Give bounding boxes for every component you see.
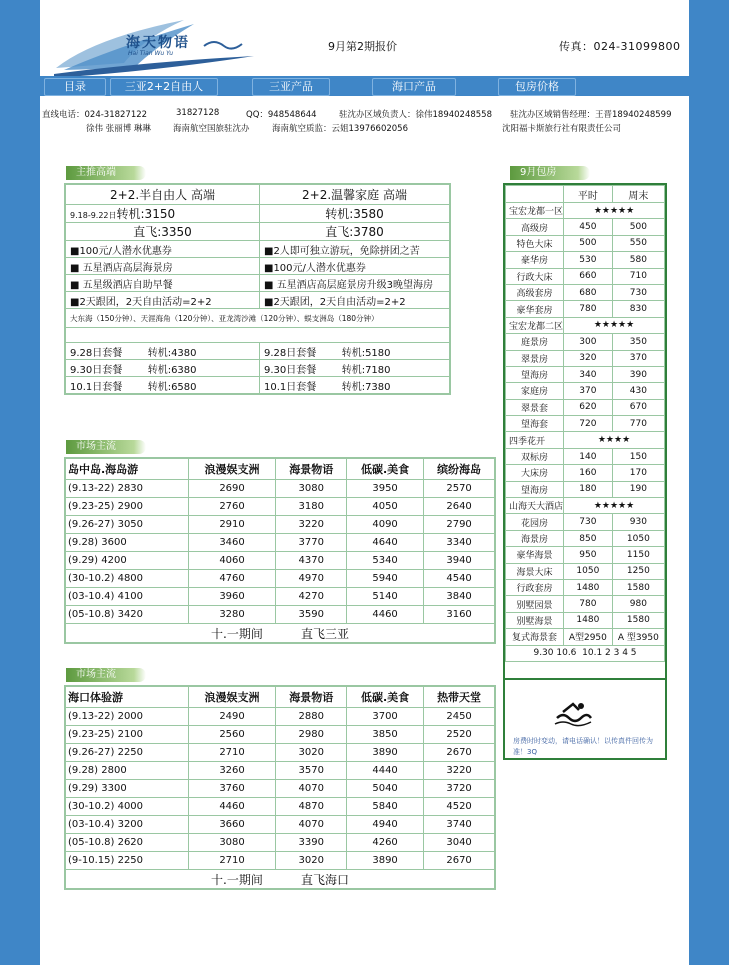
weekday-price: 340 [564,366,613,382]
room-row [506,563,665,579]
quality-supervisor: 海南航空质监：云姐13976602056 [272,124,408,134]
left-date-range: 9.18-9.22日 [70,211,117,220]
room-row [506,448,665,464]
room-row [506,235,665,251]
price-cell: 2670 [424,852,495,870]
right-feature: ■100元/人潜水优惠券 [260,258,451,275]
price-sheet-page [40,0,689,965]
room-type: 豪华房 [506,252,564,268]
nav-sanya-products[interactable]: 三亚产品 [252,78,330,96]
room-type: 庭景房 [506,334,564,350]
price-cell: 2910 [188,516,276,534]
price-cell: 4060 [188,552,276,570]
price-cell: 5940 [347,570,424,588]
room-row [506,252,665,268]
room-row [506,383,665,399]
fax-number: 传真：024-31099800 [559,40,681,53]
weekend-price: 670 [612,399,664,415]
itinerary-text: 大东海（150分钟）、天涯海角（120分钟）、亚龙湾沙滩（120分钟）、蜈支洲岛（180分钟） [65,309,450,328]
room-type: 行政大床 [506,268,564,284]
weekend-price: 770 [612,416,664,432]
price-cell: 2450 [424,708,495,726]
featured-right-transfer: 转机:3580 [260,205,451,223]
sales-manager: 驻沈办区域销售经理：王晋18940248599 [510,110,672,120]
hotel-stars: ★★★★★ [564,498,665,514]
weekday-price: 180 [564,481,613,497]
price-cell: 2560 [188,726,276,744]
weekend-price: 1050 [612,530,664,546]
weekend-price: 350 [612,334,664,350]
room-row [506,465,665,481]
price-cell: 2640 [424,498,495,516]
table-row [65,816,495,834]
table-row [65,480,495,498]
room-type: 别墅园景 [506,596,564,612]
room-row [506,514,665,530]
room-type: 高级房 [506,219,564,235]
weekday-price: 1480 [564,579,613,595]
room-type: 海景房 [506,530,564,546]
weekday-price: 160 [564,465,613,481]
table-row [65,726,495,744]
left-package [65,377,260,395]
price-cell: 3720 [424,780,495,798]
market-sanya-table [64,457,496,644]
price-cell: 4460 [347,606,424,624]
weekend-header: 周末 [612,186,664,203]
date-base-price: (9.28) 3600 [65,534,188,552]
weekend-price: 930 [612,514,664,530]
featured-left-direct: 直飞:3350 [65,223,260,241]
room-row [506,530,665,546]
table-row [65,570,495,588]
weekday-price: 500 [564,235,613,251]
table-row [65,552,495,570]
price-cell: 2710 [188,744,276,762]
price-cell: 4520 [424,798,495,816]
price-cell: 3280 [188,606,276,624]
weekend-price: 430 [612,383,664,399]
weekend-price: 370 [612,350,664,366]
price-cell: 3590 [276,606,347,624]
price-cell: 4440 [347,762,424,780]
price-cell: 2490 [188,708,276,726]
market-haikou-tag: 市场主流 [66,668,146,682]
table-row [65,516,495,534]
room-row [506,350,665,366]
price-cell: 4760 [188,570,276,588]
right-package [260,360,451,377]
left-package [65,360,260,377]
price-cell: 3020 [276,744,347,762]
price-cell: 2760 [188,498,276,516]
price-cell: 3220 [276,516,347,534]
date-base-price: (9.23-25) 2900 [65,498,188,516]
package-price: 转机:6580 [147,381,197,393]
duplex-price: A型2950 [564,629,613,645]
package-price: 转机:6380 [147,364,197,376]
price-cell: 4870 [276,798,347,816]
price-cell: 3160 [424,606,495,624]
date-base-price: (03-10.4) 4100 [65,588,188,606]
price-cell: 4970 [276,570,347,588]
nav-catalog[interactable]: 目录 [44,78,106,96]
room-row [506,399,665,415]
featured-right-direct: 直飞:3780 [260,223,451,241]
office-name: 海南航空国旅驻沈办 [173,124,250,134]
column-header: 热带天堂 [424,686,495,708]
left-feature: ■ 五星级酒店自助早餐 [65,275,260,292]
price-cell: 3460 [188,534,276,552]
weekday-price: 780 [564,301,613,317]
date-base-price: (9.29) 4200 [65,552,188,570]
right-package [260,343,451,360]
nav-sanya-2plus2[interactable]: 三亚2+2自由人 [110,78,218,96]
corner-cell [506,186,564,203]
weekend-price: 1580 [612,579,664,595]
holiday-dates: 9.30 10.6 10.1 2 3 4 5 [506,645,665,661]
date-base-price: (05-10.8) 2620 [65,834,188,852]
nav-haikou-products[interactable]: 海口产品 [372,78,456,96]
left-feature: ■ 五星酒店高层海景房 [65,258,260,275]
table-row [65,708,495,726]
weekday-price: 850 [564,530,613,546]
date-base-price: (05-10.8) 3420 [65,606,188,624]
qq-number: QQ：948548644 [246,110,317,120]
price-cell: 3890 [347,744,424,762]
left-feature: ■100元/人潜水优惠券 [65,241,260,258]
price-cell: 4940 [347,816,424,834]
price-cell: 3080 [276,480,347,498]
featured-left-title: 2+2.半自由人 高端 [65,184,260,205]
package-date: 9.28日套餐 [264,347,317,359]
price-cell: 2710 [188,852,276,870]
logo-text: 海天物语 [126,35,190,51]
table-row [65,498,495,516]
weekday-price: 780 [564,596,613,612]
room-type: 复式海景套 [506,629,564,645]
room-type: 花园房 [506,514,564,530]
price-cell: 3390 [276,834,347,852]
weekday-price: 680 [564,284,613,300]
table-row [65,588,495,606]
price-cell: 3850 [347,726,424,744]
featured-left-transfer [65,205,260,223]
room-row [506,416,665,432]
weekend-price: 390 [612,366,664,382]
weekend-price: 580 [612,252,664,268]
table-row [65,534,495,552]
price-cell: 4260 [347,834,424,852]
weekday-header: 平时 [564,186,613,203]
room-type: 行政套房 [506,579,564,595]
nav-room-prices[interactable]: 包房价格 [498,78,576,96]
hotel-row [506,432,665,448]
hotel-stars: ★★★★★ [564,203,665,219]
price-cell: 3760 [188,780,276,798]
room-type: 望海房 [506,366,564,382]
regional-manager: 驻沈办区域负责人：徐伟18940248558 [339,110,492,120]
left-border-bar [0,0,40,965]
price-cell: 3770 [276,534,347,552]
price-cell: 3660 [188,816,276,834]
column-header: 低碳.美食 [347,458,424,480]
left-package [65,343,260,360]
weekday-price: 950 [564,547,613,563]
weekday-price: 300 [564,334,613,350]
package-price: 转机:7380 [341,381,391,393]
left-transfer-price: 转机:3150 [116,207,176,221]
room-row [506,612,665,628]
room-row [506,481,665,497]
weekend-price: 170 [612,465,664,481]
room-row [506,334,665,350]
room-type: 望海套 [506,416,564,432]
weekday-price: 1480 [564,612,613,628]
room-type: 大床房 [506,465,564,481]
price-cell: 5140 [347,588,424,606]
company-name: 沈阳福卡斯旅行社有限责任公司 [502,124,622,134]
market-sanya-tag: 市场主流 [66,440,146,454]
room-price-table [505,185,665,662]
weekend-price: 150 [612,448,664,464]
column-header: 浪漫娱支洲 [188,686,276,708]
right-feature: ■2人即可独立游玩，免除拼团之苦 [260,241,451,258]
price-cell: 2520 [424,726,495,744]
price-cell: 4540 [424,570,495,588]
date-base-price: (03-10.4) 3200 [65,816,188,834]
hotel-stars: ★★★★★ [564,317,665,333]
package-date: 10.1日套餐 [70,381,123,393]
room-row [506,579,665,595]
hotel-name: 宝宏龙都一区 [506,203,564,219]
column-header: 岛中岛.海岛游 [65,458,188,480]
direct-phone: 直线电话：024-31827122 [42,110,148,120]
package-price: 转机:4380 [147,347,197,359]
price-cell: 3220 [424,762,495,780]
date-base-price: (9.26-27) 3050 [65,516,188,534]
table-row [65,744,495,762]
package-date: 10.1日套餐 [264,381,317,393]
swimmer-icon [553,700,593,730]
weekend-price: 1250 [612,563,664,579]
price-cell: 2880 [276,708,347,726]
date-base-price: (9-10.15) 2250 [65,852,188,870]
hotel-name: 四季花开 [506,432,564,448]
room-row [506,366,665,382]
room-type: 翠景房 [506,350,564,366]
table-row [65,798,495,816]
package-price: 转机:7180 [341,364,391,376]
room-row [506,547,665,563]
hotel-stars: ★★★★ [564,432,665,448]
price-cell: 4270 [276,588,347,606]
room-type: 望海房 [506,481,564,497]
weekend-price: 710 [612,268,664,284]
issue-label: 9月第2期报价 [328,40,397,53]
room-type: 豪华海景 [506,547,564,563]
date-base-price: (30-10.2) 4000 [65,798,188,816]
table-row [65,606,495,624]
weekday-price: 530 [564,252,613,268]
room-note-box [505,678,665,760]
price-cell: 3960 [188,588,276,606]
weekday-price: 450 [564,219,613,235]
hotel-row [506,203,665,219]
room-type: 特色大床 [506,235,564,251]
weekend-price: 550 [612,235,664,251]
weekday-price: 720 [564,416,613,432]
price-cell: 3950 [347,480,424,498]
price-cell: 3080 [188,834,276,852]
room-type: 翠景套 [506,399,564,415]
room-type: 海景大床 [506,563,564,579]
price-cell: 3340 [424,534,495,552]
package-price: 转机:5180 [341,347,391,359]
column-header: 海口体验游 [65,686,188,708]
duplex-price: A 型3950 [612,629,664,645]
column-header: 低碳.美食 [347,686,424,708]
hotel-row [506,317,665,333]
weekend-price: 980 [612,596,664,612]
room-type: 豪华套房 [506,301,564,317]
spacer-row [65,328,450,343]
room-type: 高级套房 [506,284,564,300]
column-header: 缤纷海岛 [424,458,495,480]
market-haikou-table [64,685,496,890]
brand-logo [54,18,264,78]
weekday-price: 140 [564,448,613,464]
price-cell: 3180 [276,498,347,516]
table-row [65,780,495,798]
featured-right-title: 2+2.温馨家庭 高端 [260,184,451,205]
price-cell: 2690 [188,480,276,498]
price-cell: 2570 [424,480,495,498]
right-feature: ■2天跟团，2天自由活动=2+2 [260,292,451,309]
price-cell: 3840 [424,588,495,606]
price-cell: 2790 [424,516,495,534]
price-cell: 4050 [347,498,424,516]
date-base-price: (9.26-27) 2250 [65,744,188,762]
column-header: 海景物语 [276,458,347,480]
weekend-price: 830 [612,301,664,317]
price-cell: 3940 [424,552,495,570]
room-price-note: 房费时时变动，请电话确认！以传真件回传为准！3Q [513,737,653,756]
package-date: 9.30日套餐 [70,364,123,376]
room-row [506,268,665,284]
price-cell: 5840 [347,798,424,816]
room-type: 双标房 [506,448,564,464]
price-cell: 5340 [347,552,424,570]
room-row [506,219,665,235]
date-base-price: (9.13-22) 2000 [65,708,188,726]
room-type: 别墅海景 [506,612,564,628]
nav-bar [40,76,689,96]
price-cell: 4640 [347,534,424,552]
price-cell: 3740 [424,816,495,834]
package-date: 9.30日套餐 [264,364,317,376]
table-footer: 十.一期间 直飞三亚 [65,624,495,644]
featured-tag: 主推高端 [66,166,146,180]
weekday-price: 660 [564,268,613,284]
room-type: 家庭房 [506,383,564,399]
table-footer: 十.一期间 直飞海口 [65,870,495,890]
price-cell: 3020 [276,852,347,870]
price-cell: 3570 [276,762,347,780]
weekday-price: 730 [564,514,613,530]
weekend-price: 730 [612,284,664,300]
price-cell: 3890 [347,852,424,870]
staff-names: 徐伟 张丽博 琳琳 [86,124,151,134]
right-feature: ■ 五星酒店高层庭景房升级3晚望海房 [260,275,451,292]
right-border-bar [689,0,729,965]
left-feature: ■2天跟团，2天自由活动=2+2 [65,292,260,309]
price-cell: 5040 [347,780,424,798]
hotel-row [506,498,665,514]
weekday-price: 320 [564,350,613,366]
weekday-price: 620 [564,399,613,415]
logo-subtext: Hai Tian Wu Yu [128,50,174,57]
table-row [65,834,495,852]
price-cell: 4460 [188,798,276,816]
column-header: 浪漫娱支洲 [188,458,276,480]
table-row [65,762,495,780]
weekday-price: 1050 [564,563,613,579]
date-base-price: (30-10.2) 4800 [65,570,188,588]
hotel-name: 宝宏龙都二区 [506,317,564,333]
date-base-price: (9.13-22) 2830 [65,480,188,498]
hotel-name: 山海天大酒店 [506,498,564,514]
price-cell: 3700 [347,708,424,726]
date-base-price: (9.29) 3300 [65,780,188,798]
price-cell: 2670 [424,744,495,762]
package-date: 9.28日套餐 [70,347,123,359]
weekend-price: 500 [612,219,664,235]
price-cell: 2980 [276,726,347,744]
price-cell: 3260 [188,762,276,780]
weekend-price: 1150 [612,547,664,563]
price-cell: 4070 [276,816,347,834]
column-header: 海景物语 [276,686,347,708]
phone-2: 31827128 [176,108,220,118]
right-package [260,377,451,395]
weekend-price: 1580 [612,612,664,628]
room-row [506,596,665,612]
price-cell: 3040 [424,834,495,852]
weekend-price: 190 [612,481,664,497]
room-row [506,284,665,300]
date-base-price: (9.28) 2800 [65,762,188,780]
room-row [506,301,665,317]
rooms-tag: 9月包房 [510,166,590,180]
weekday-price: 370 [564,383,613,399]
table-row [65,852,495,870]
price-cell: 4090 [347,516,424,534]
price-cell: 4370 [276,552,347,570]
room-price-panel [503,183,667,760]
date-base-price: (9.23-25) 2100 [65,726,188,744]
price-cell: 4070 [276,780,347,798]
featured-table [64,183,451,395]
